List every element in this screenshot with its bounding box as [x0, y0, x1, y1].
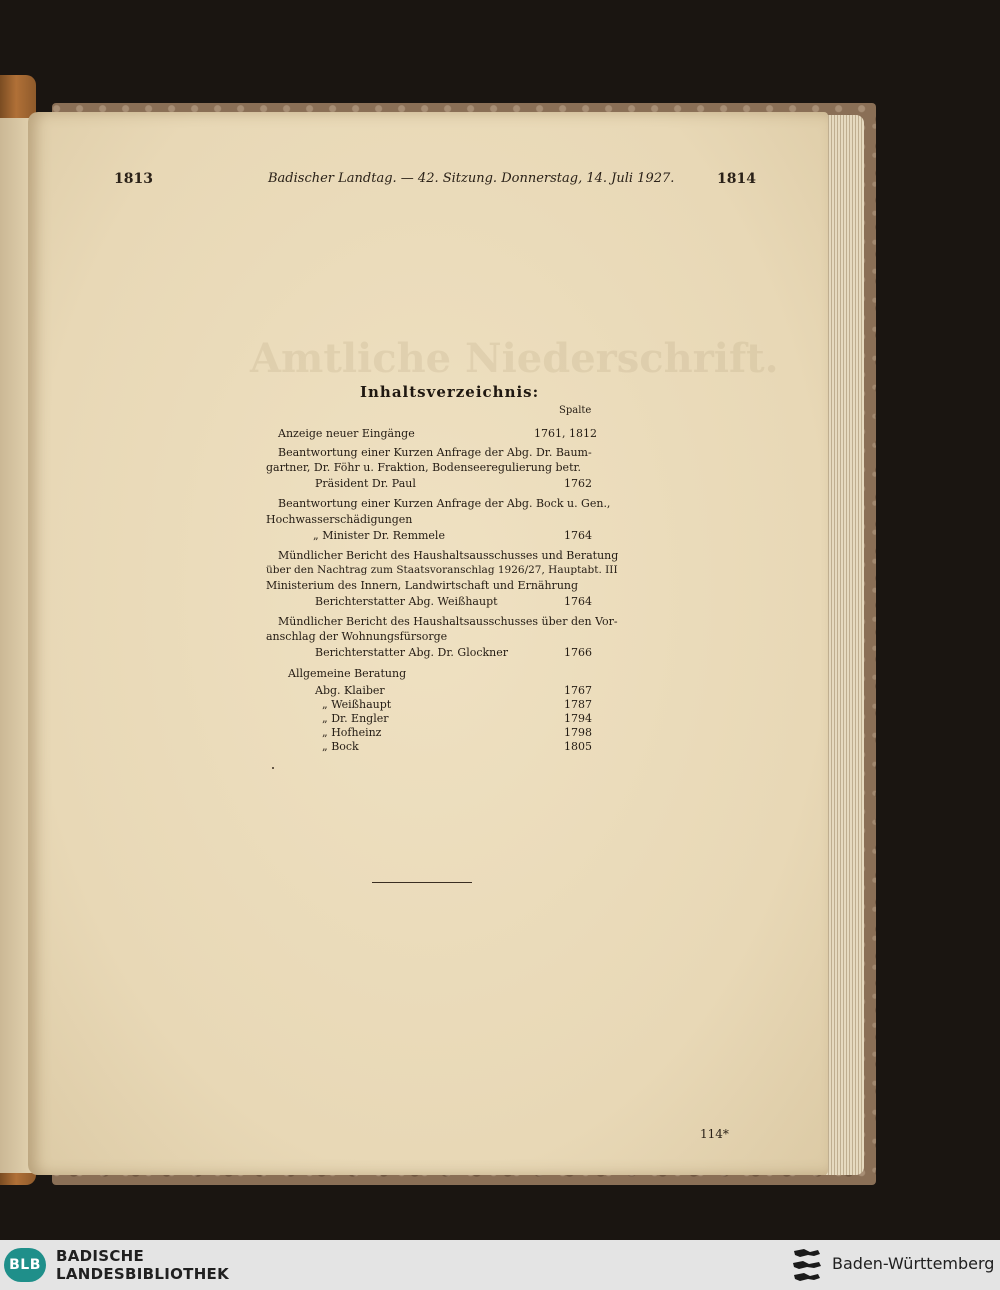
toc-column-ref: 1787	[564, 698, 592, 711]
toc-entry: Anzeige neuer Eingänge	[278, 427, 415, 440]
toc-column-ref: 1794	[564, 712, 592, 725]
toc-column-ref: 1766	[564, 646, 592, 659]
toc-column-ref: 1764	[564, 595, 592, 608]
toc-entry: Ministerium des Innern, Landwirtschaft und Ernährung	[266, 579, 579, 592]
stray-mark	[272, 767, 274, 769]
toc-column-ref: 1767	[564, 684, 592, 697]
toc-entry: Berichterstatter Abg. Dr. Glockner	[315, 646, 509, 659]
right-page-number: 1814	[717, 171, 756, 187]
toc-column-ref: 1764	[564, 529, 592, 542]
toc-column-ref: 1805	[564, 740, 592, 753]
toc-entry: Beantwortung einer Kurzen Anfrage der Abg. Dr. Baum-	[278, 446, 592, 459]
blb-logo[interactable]: BLB	[4, 1248, 46, 1282]
toc-entry: Allgemeine Beratung	[288, 667, 407, 680]
toc-column-label: Spalte	[559, 405, 592, 416]
toc-entry: Hochwasserschädigungen	[266, 513, 413, 526]
toc-entry: „ Weißhaupt	[322, 698, 392, 711]
library-name[interactable]	[56, 1247, 229, 1283]
toc-column-ref: 1761, 1812	[534, 427, 597, 440]
library-name-line2: LANDESBIBLIOTHEK	[56, 1265, 230, 1283]
toc-entry: „ Bock	[322, 740, 359, 753]
footer-bar	[0, 1240, 1000, 1290]
state-name[interactable]: Baden-Württemberg	[832, 1254, 995, 1273]
toc-column-ref: 1762	[564, 477, 592, 490]
toc-entry: Berichterstatter Abg. Weißhaupt	[315, 595, 498, 608]
left-page-number: 1813	[114, 171, 153, 187]
toc-entry: Beantwortung einer Kurzen Anfrage der Abg. Bock u. Gen.,	[278, 497, 611, 510]
toc-entry: „ Minister Dr. Remmele	[313, 529, 445, 542]
toc-column-ref: 1798	[564, 726, 592, 739]
page-mark: 114*	[700, 1127, 729, 1141]
toc-entry: „ Hofheinz	[322, 726, 382, 739]
toc-entry: Abg. Klaiber	[315, 684, 385, 697]
section-rule	[372, 882, 472, 883]
toc-entry: „ Dr. Engler	[322, 712, 389, 725]
toc-entry: über den Nachtrag zum Staatsvoranschlag 1926/27, Hauptabt. III	[266, 564, 618, 576]
baden-wuerttemberg-lions-icon	[790, 1245, 824, 1285]
book-page	[28, 112, 828, 1175]
toc-entry: gartner, Dr. Föhr u. Fraktion, Bodenseeregulierung betr.	[266, 461, 582, 474]
library-name-line1: BADISCHE	[56, 1247, 145, 1265]
bleed-through-heading: Amtliche Niederschrift.	[250, 335, 779, 382]
toc-title: Inhaltsverzeichnis:	[360, 383, 540, 401]
toc-entry: anschlag der Wohnungsfürsorge	[266, 630, 448, 643]
toc-entry: Präsident Dr. Paul	[315, 477, 416, 490]
toc-entry: Mündlicher Bericht des Haushaltsausschusses und Beratung	[278, 549, 619, 562]
toc-entry: Mündlicher Bericht des Haushaltsausschusses über den Vor-	[278, 615, 618, 628]
running-title: Badischer Landtag. — 42. Sitzung. Donnerstag, 14. Juli 1927.	[268, 171, 675, 186]
